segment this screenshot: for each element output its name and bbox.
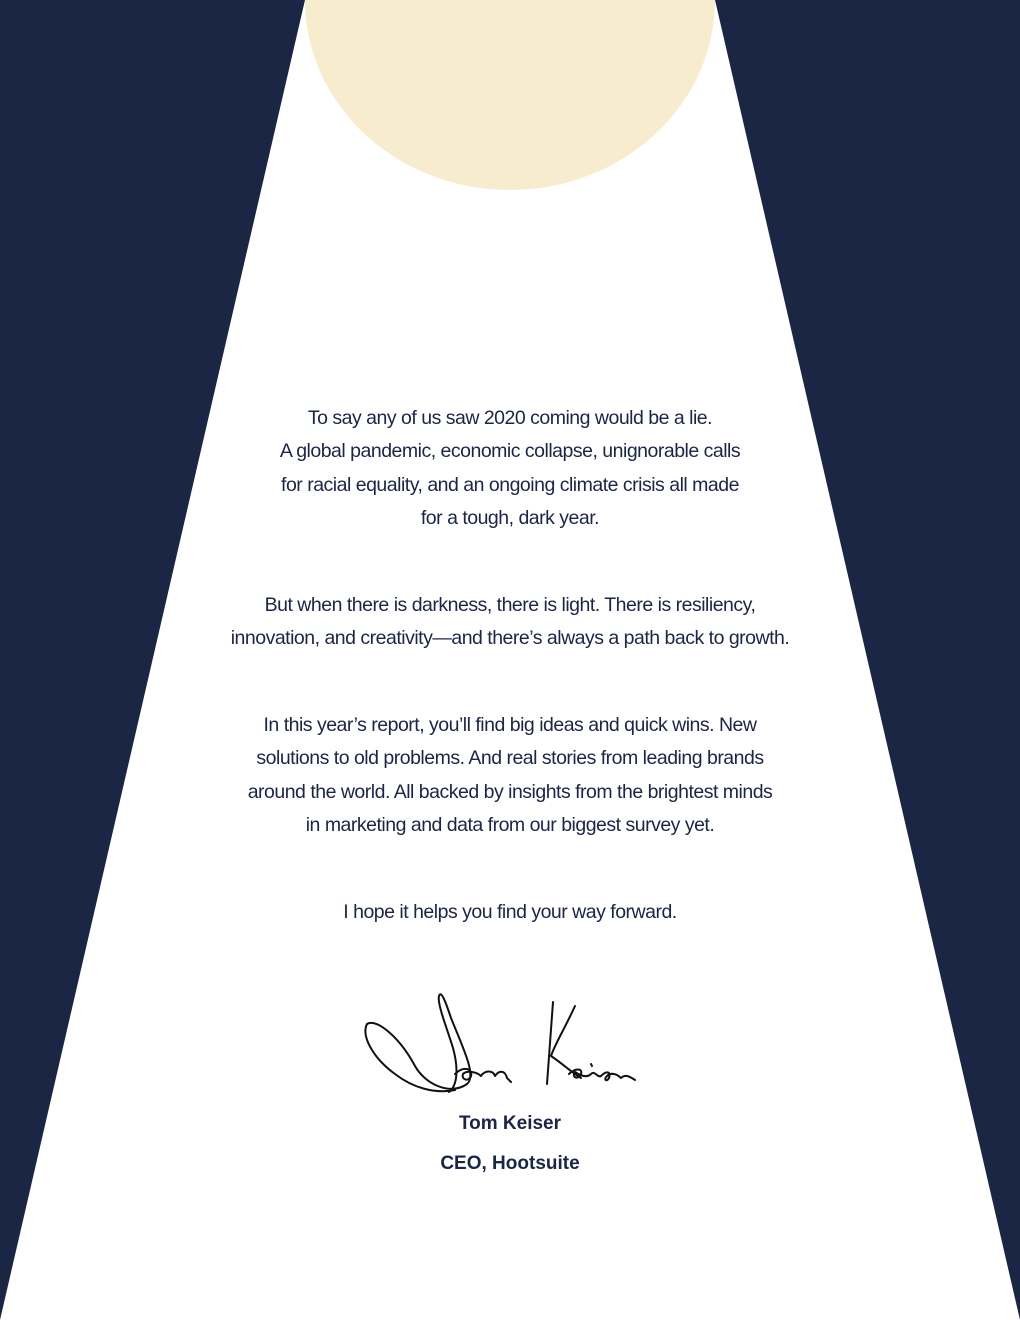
- signer-name: Tom Keiser: [458, 1113, 562, 1134]
- letter-paragraph-4: I hope it helps you find your way forward.: [343, 901, 677, 923]
- signer-title: CEO, Hootsuite: [440, 1153, 580, 1174]
- letter-paragraph-2: But when there is darkness, there is light. There is resiliency, innovation, and creativity—and there’s always a path back to growth.: [230, 594, 790, 650]
- letter-paragraph-3: In this year’s report, you’ll find big ideas and quick wins. New solutions to old problems. And real stories from leading brands around the world. All backed by insights from the brightest minds in marketing and data from our biggest survey yet.: [247, 714, 773, 836]
- handwritten-signature: [355, 978, 645, 1108]
- letter-paragraph-1: To say any of us saw 2020 coming would be a lie. A global pandemic, economic collapse, unignorable calls for racial equality, and an ongoing climate crisis all made for a tough, dark year.: [279, 407, 741, 529]
